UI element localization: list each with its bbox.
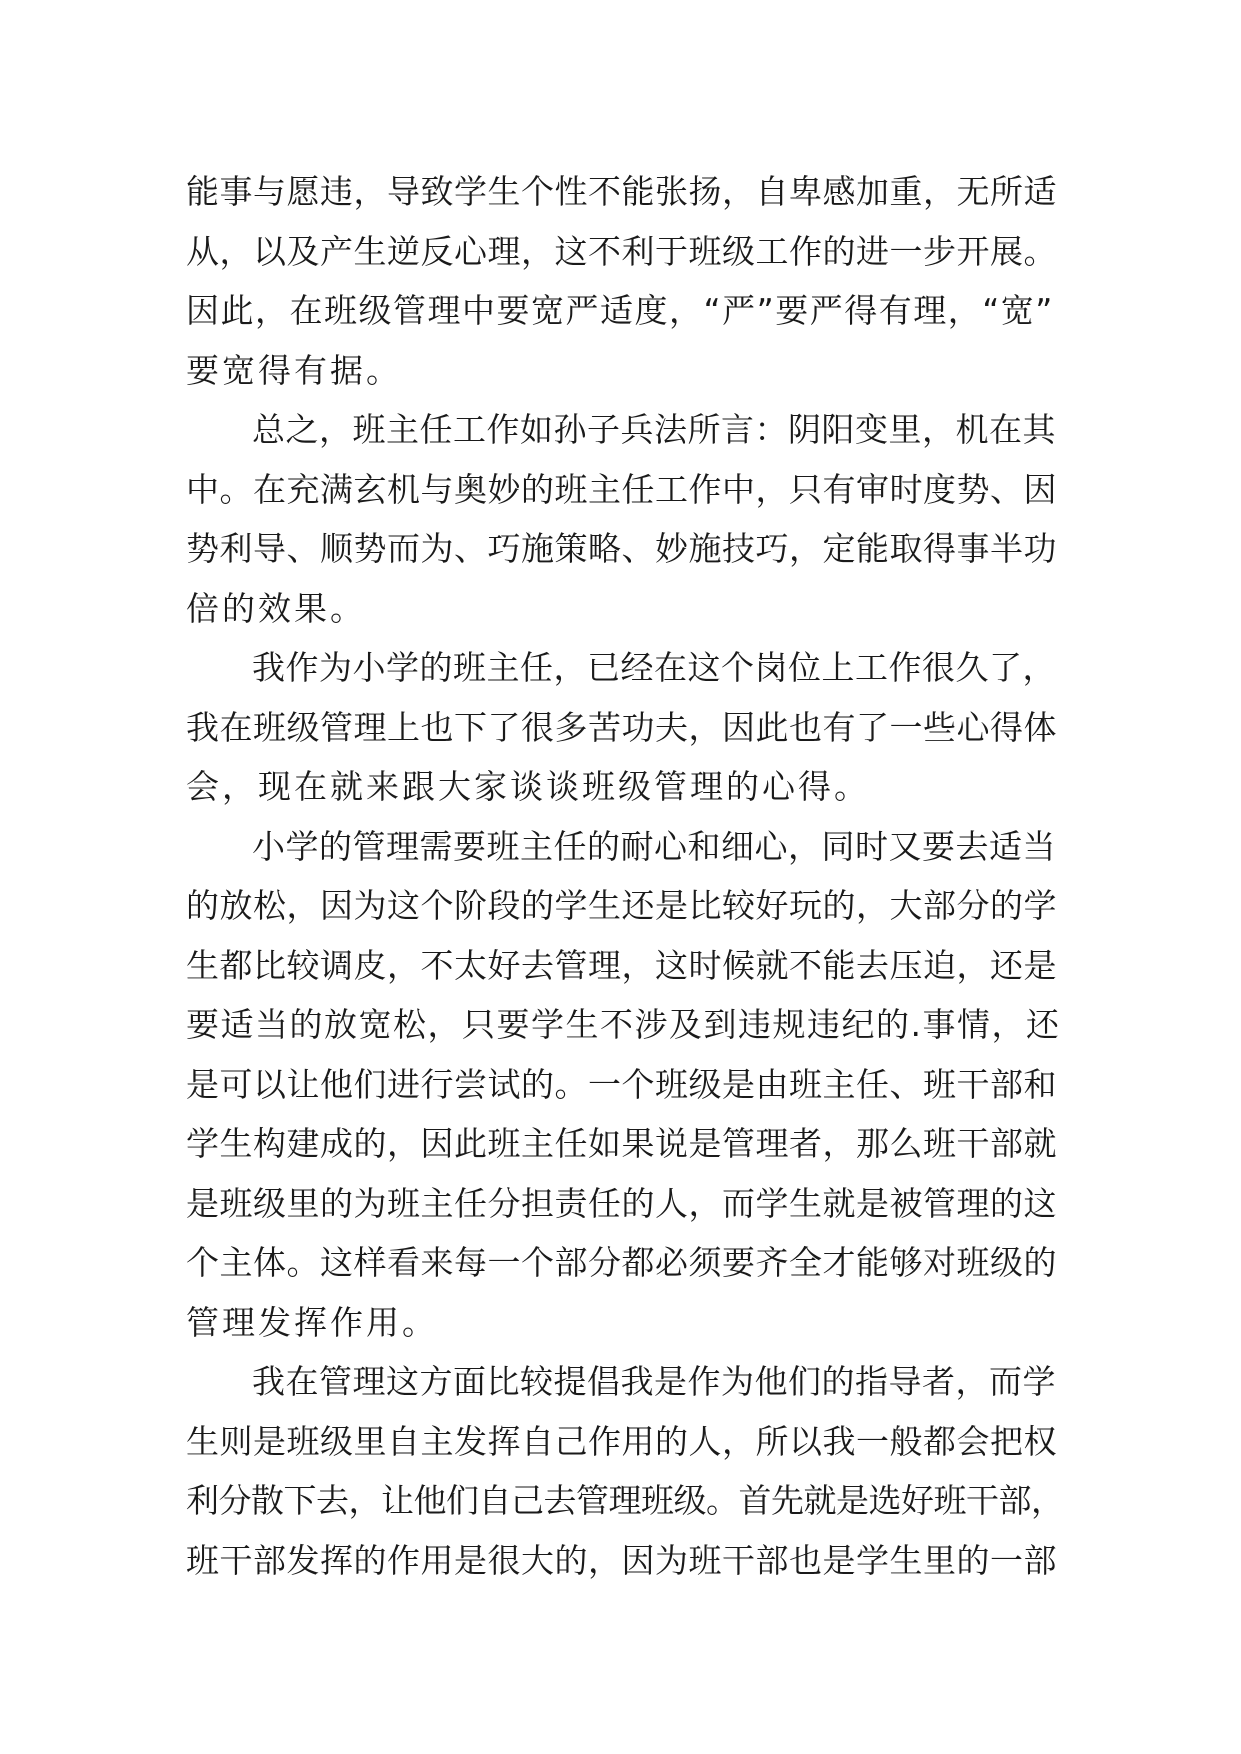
- text-line: 我在班级管理上也下了很多苦功夫，因此也有了一些心得体: [186, 707, 1057, 747]
- text-line: 会，现在就来跟大家谈谈班级管理的心得。: [186, 767, 870, 806]
- text-line: 因此，在班级管理中要宽严适度，“严”要严得有理，“宽”: [186, 291, 1054, 330]
- text-line: 生都比较调皮，不太好去管理，这时候就不能去压迫，还是: [186, 945, 1057, 985]
- text-line: 我作为小学的班主任，已经在这个岗位上工作很久了，: [252, 648, 1056, 687]
- text-line: 要适当的放宽松，只要学生不涉及到违规违纪的.事情，还: [186, 1005, 1061, 1044]
- text-line: 是班级里的为班主任分担责任的人，而学生就是被管理的这: [186, 1183, 1057, 1223]
- text-line: 小学的管理需要班主任的耐心和细心，同时又要去适当: [252, 826, 1056, 866]
- text-line: 利分散下去，让他们自己去管理班级。首先就是选好班干部，: [186, 1481, 1064, 1520]
- text-line: 我在管理这方面比较提倡我是作为他们的指导者，而学: [252, 1362, 1056, 1401]
- text-line: 总之，班主任工作如孙子兵法所言：阴阳变里，机在其: [252, 410, 1056, 449]
- text-line: 班干部发挥的作用是很大的，因为班干部也是学生里的一部: [186, 1540, 1057, 1580]
- body-text: [186, 162, 1066, 1590]
- text-line: 中。在充满玄机与奥妙的班主任工作中，只有审时度势、因: [186, 469, 1057, 509]
- text-line: 从，以及产生逆反心理，这不利于班级工作的进一步开展。: [186, 231, 1057, 271]
- text-line: 势利导、顺势而为、巧施策略、妙施技巧，定能取得事半功: [186, 529, 1057, 568]
- text-line: 要宽得有据。: [186, 350, 402, 390]
- text-line: 生则是班级里自主发挥自己作用的人，所以我一般都会把权: [186, 1421, 1057, 1461]
- text-line: 的放松，因为这个阶段的学生还是比较好玩的，大部分的学: [186, 886, 1057, 925]
- text-line: 个主体。这样看来每一个部分都必须要齐全才能够对班级的: [186, 1243, 1057, 1282]
- text-line: 管理发挥作用。: [186, 1302, 438, 1342]
- text-line: 能事与愿违，导致学生个性不能张扬，自卑感加重，无所适: [186, 172, 1057, 211]
- text-line: 是可以让他们进行尝试的。一个班级是由班主任、班干部和: [186, 1064, 1057, 1104]
- text-line: 学生构建成的，因此班主任如果说是管理者，那么班干部就: [186, 1124, 1057, 1163]
- text-line: 倍的效果。: [186, 588, 366, 628]
